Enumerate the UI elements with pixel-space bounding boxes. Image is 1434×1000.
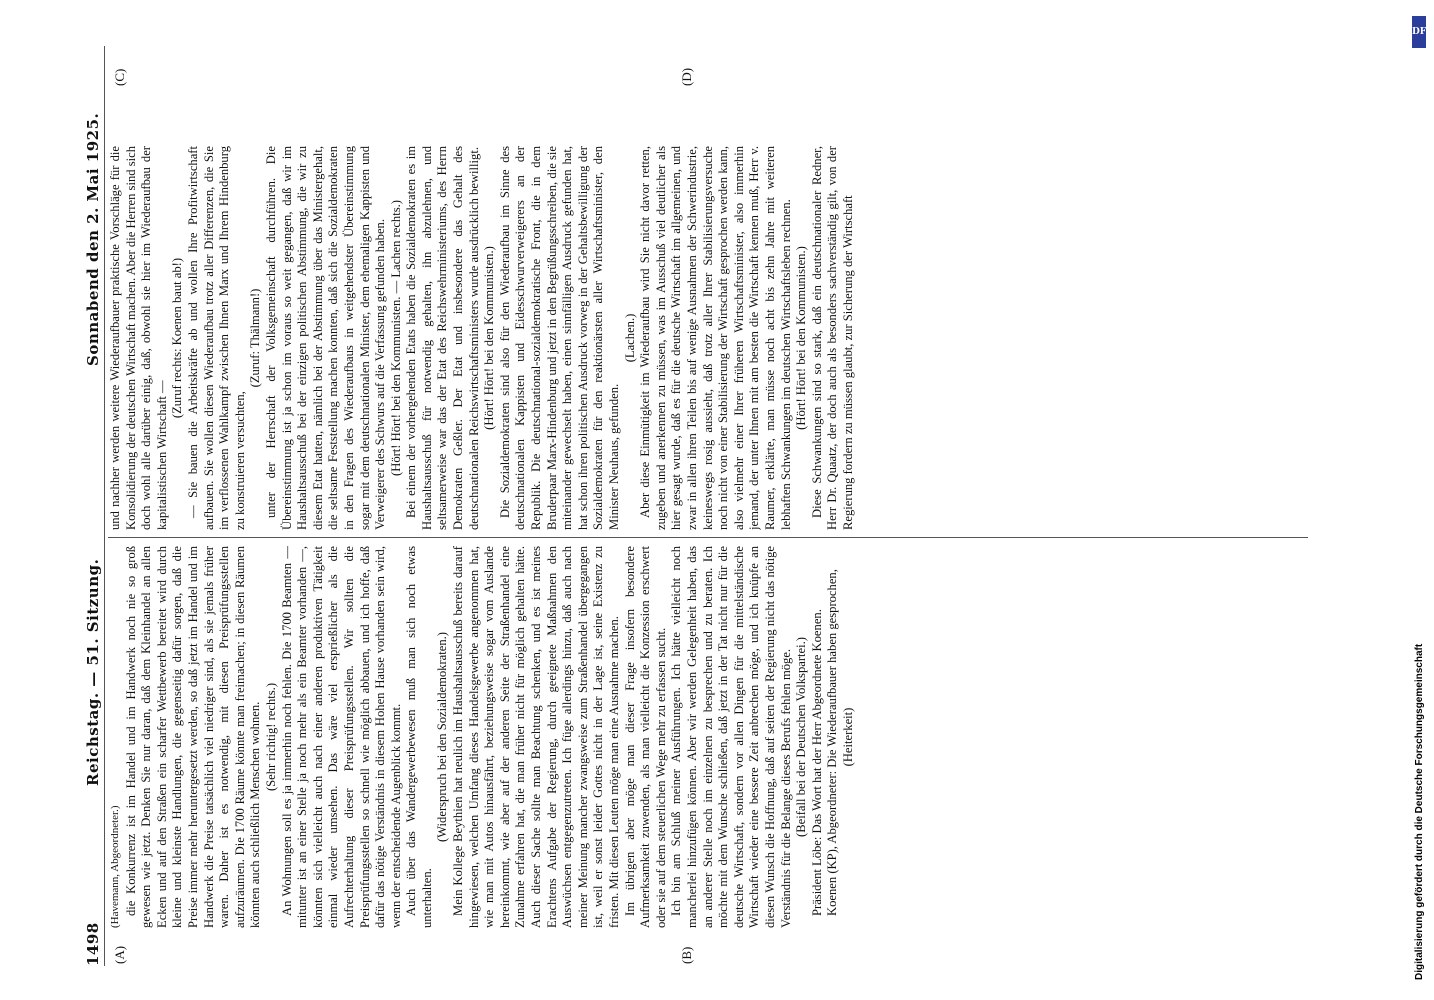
page-number: 1498 [84, 922, 102, 966]
page-header [84, 46, 106, 966]
paragraph: An Wohnungen soll es ja immerhin noch fehlen. Die 1700 Beamten — mitunter ist an einer Stelle ja noch mehr als ein Beamter vorhanden —, könnten sich vielleicht auch nach einer anderen produktiven Tätigkeit einmal wieder umsehen. Das wäre viel ersprießlicher als die Aufrechterhaltung dieser Preisprüfungsstellen. Wir sollten die Preisprüfungsstellen so schnell wie möglich abbauen, und ich hoffe, daß dafür das nötige Verständnis in diesem Hohen Hause vorhanden sein wird, wenn der entscheidende Augenblick kommt. [279, 546, 403, 928]
interjection: (Hört! Hört! bei den Kommunisten.) [482, 246, 497, 430]
paragraph: Aber diese Einmütigkeit im Wiederaufbau wird Sie nicht davor retten, zugeben und anerkennen zu müssen, was im Ausschuß viel deutlicher als hier gesagt wurde, daß es für die deutsche Wirtschaft im allgemeinen, und zwar in allen ihren Teilen bis auf wenige Ausnahmen der Schwerindustrie, keineswegs rosig aussieht, daß trotz aller Ihrer Stabilisierungsversuche noch nicht von einer Stabilisierung der Wirtschaft gesprochen werden kann, also vielmehr einer Ihrer früheren Wirtschaftsminister, also immerhin jemand, der unter Ihnen mit am besten die Wirtschaft kennen muß, Herr v. Raumer, erklärte, man müsse noch acht bis zehn Jahre mit weiteren lebhaften Schwankungen im deutschen Wirtschaftsleben rechnen. [638, 146, 793, 530]
paragraph: — Sie bauen die Arbeitskräfte ab und wollen Ihre Profitwirtschaft aufbauen. Sie wollen diesen Wiederaufbau trotz aller Differenzen, die Sie im verflossenen Wahlkampf zwischen Ihnen Marx und Ihrem Hindenburg zu konstruieren versuchten, [185, 146, 247, 530]
left-column [108, 546, 1308, 928]
paragraph: Bei einem der vorhergehenden Etats haben die Sozialdemokraten es im Haushaltsausschuß für notwendig gehalten, ihn abzulehnen, und seltsamerweise war das der Etat des Reichswehrministeriums, des Herrn Demokraten Geßler. Der Etat und insbesondere das Gehalt des deutschnationalen Reichswirtschaftsministers wurde ausdrücklich bewilligt. [404, 146, 481, 530]
speaker-note: (Havemann, Abgeordneter.) [109, 805, 121, 928]
digitization-credit: Digitalisierung gefördert durch die Deutsche Forschungsgemeinschaft [1414, 643, 1425, 980]
rotated-page [84, 46, 1314, 966]
interjection: (Zuruf rechts: Koenen baut ab!) [170, 257, 185, 419]
interjection: (Hört! Hört! bei den Kommunisten. — Lachen rechts.) [388, 200, 403, 476]
paragraph: Ich bin am Schluß meiner Ausführungen. Ich hätte vielleicht noch mancherlei hinzufügen können. Aber wir werden Gelegenheit haben, das an anderer Stelle noch im einzelnen zu besprechen und zu beraten. Ich möchte mit dem Wunsche schließen, daß jetzt in der Tat nicht nur für die deutsche Wirtschaft, sondern vor allen Dingen für die mittelständische Wirtschaft wieder eine bessere Zeit anbrechen möge, und ich knüpfe an diesen Wunsch die Hoffnung, daß auf seiten der Regierung nicht das nötige Verständnis für die Belange dieses Berufs fehlen möge. [669, 546, 793, 928]
session-title: Reichstag. — 51. Sitzung. [84, 558, 102, 786]
margin-mark-d: (D) [679, 67, 694, 86]
dfg-logo: DFG [1412, 16, 1426, 48]
digitization-sidebar [1410, 10, 1434, 990]
paragraph: Im übrigen aber möge man dieser Frage insofern besondere Aufmerksamkeit zuwenden, als man vielleicht die Konzession erschwert oder sie auf dem steuerlichen Wege mehr zu erfassen sucht. [622, 546, 668, 928]
right-column [108, 146, 1308, 530]
paragraph: Mein Kollege Beythien hat neulich im Haushaltsausschuß bereits darauf hingewiesen, welchen Umfang dieses Handelsgewerbe angenommen hat, wie man mit Autos hinausfährt, beziehungsweise sogar vom Auslande hereinkommt, wie aber auf der anderen Seite der Straßenhandel eine Zunahme erfahren hat, die man früher nicht für möglich gehalten hätte. Auch dieser Sache sollte man Beachtung schenken, und es ist meines Erachtens Aufgabe der Regierung, durch geeignete Maßnahmen den Auswüchsen entgegenzutreten. Ich füge allerdings hinzu, daß auch nach meiner Meinung mancher zwangsweise zum Straßenhandel übergegangen ist, weil er sonst leider Gottes nicht in der Lage ist, seine Existenz zu fristen. Mit diesen Leuten möge man eine Ausnahme machen. [451, 546, 621, 928]
paragraph: Präsident Löbe: Das Wort hat der Herr Abgeordnete Koenen. [809, 609, 824, 916]
margin-mark-b: (B) [679, 946, 694, 964]
interjection: (Lachen.) [622, 313, 637, 363]
interjection: (Hört! Hört! bei den Kommunisten.) [794, 246, 809, 430]
paragraph: die Konkurrenz ist im Handel und im Handwerk noch nie so groß gewesen wie jetzt. Denken Sie nur daran, daß dem Kleinhandel an allen Ecken und auf den Straßen ein scharfer Wettbewerb bereitet wird durch kleine und kleinste Handlungen, die gegenseitig dafür sorgen, daß die Preise immer mehr heruntergesetzt werden, so daß jetzt im Handel und im Handwerk die Preise tatsächlich viel niedriger sind, als sie jemals früher waren. Daher ist es notwendig, mit diesen Preisprüfungsstellen aufzuräumen. Die 1700 Räume könnte man freimachen; in diesen Räumen könnten auch schließlich Menschen wohnen. [123, 546, 263, 928]
interjection: (Heiterkeit) [840, 707, 855, 767]
paragraph: Auch über das Wandergewerbewesen muß man sich noch etwas unterhalten. [404, 546, 434, 928]
interjection: (Beifall bei der Deutschen Volkspartei.) [794, 637, 809, 837]
header-rule [104, 46, 105, 966]
margin-mark-c: (C) [112, 68, 127, 86]
paragraph: und nachher werden weitere Wiederaufbauer praktische Vorschläge für die Konsolidierung der deutschen Wirtschaft machen. Aber die Herren sind sich doch wohl alle darüber einig, daß, obwohl sie hier im Wiederaufbau der kapitalistischen Wirtschaft — [108, 146, 169, 530]
interjection: (Sehr richtig! rechts.) [263, 682, 278, 792]
paragraph: Die Sozialdemokraten sind also für den Wiederaufbau im Sinne des deutschnationalen Kappisten und Eidesschwurverweigerers an der Republik. Die deutschnational-sozialdemokratische Front, die in dem Bruderpaar Marx-Hindenburg und jetzt in den Begrüßungsschreiben, die sie miteinander gewechselt haben, einen sinnfälligen Ausdruck gefunden hat, hat schon ihren politischen Ausdruck vorweg in der Gehaltsbewilligung der Sozialdemokraten für den reaktionärsten aller Wirtschaftsminister, den Minister Neuhaus, gefunden. [497, 146, 621, 530]
session-date: Sonnabend den 2. Mai 1925. [84, 112, 102, 366]
interjection: (Widerspruch bei den Sozialdemokraten.) [435, 632, 450, 843]
paragraph: Koenen (KP), Abgeordneter: Die Wiederaufbauer haben gesprochen, [825, 569, 840, 916]
paragraph: unter der Herrschaft der Volksgemeinschaft durchführen. Die Übereinstimmung ist ja schon im voraus so weit gegangen, daß wir im Haushaltsausschuß bei der einzigen politischen Abstimmung, die wir zu diesem Etat hatten, nämlich bei der Abstimmung über das Ministergehalt, die seltsame Feststellung machen konnten, daß sich die Sozialdemokraten in den Fragen des Wiederaufbaus in weitgehendster Übereinstimmung sogar mit dem deutschnationalen Minister, dem ehemaligen Kappisten und Verweigerer des Schwurs auf die Verfassung gefunden haben. [263, 146, 388, 530]
margin-mark-a: (A) [112, 945, 127, 964]
column-divider [108, 537, 1308, 538]
paragraph: Diese Schwankungen sind so stark, daß ein deutschnationaler Redner, Herr Dr. Quaatz, der doch auch als besonders sachverständig gilt, von der Regierung fordern zu müssen glaubt, zur Sicherung der Wirtschaft [809, 146, 855, 530]
interjection: (Zuruf: Thälmann!) [248, 288, 263, 388]
